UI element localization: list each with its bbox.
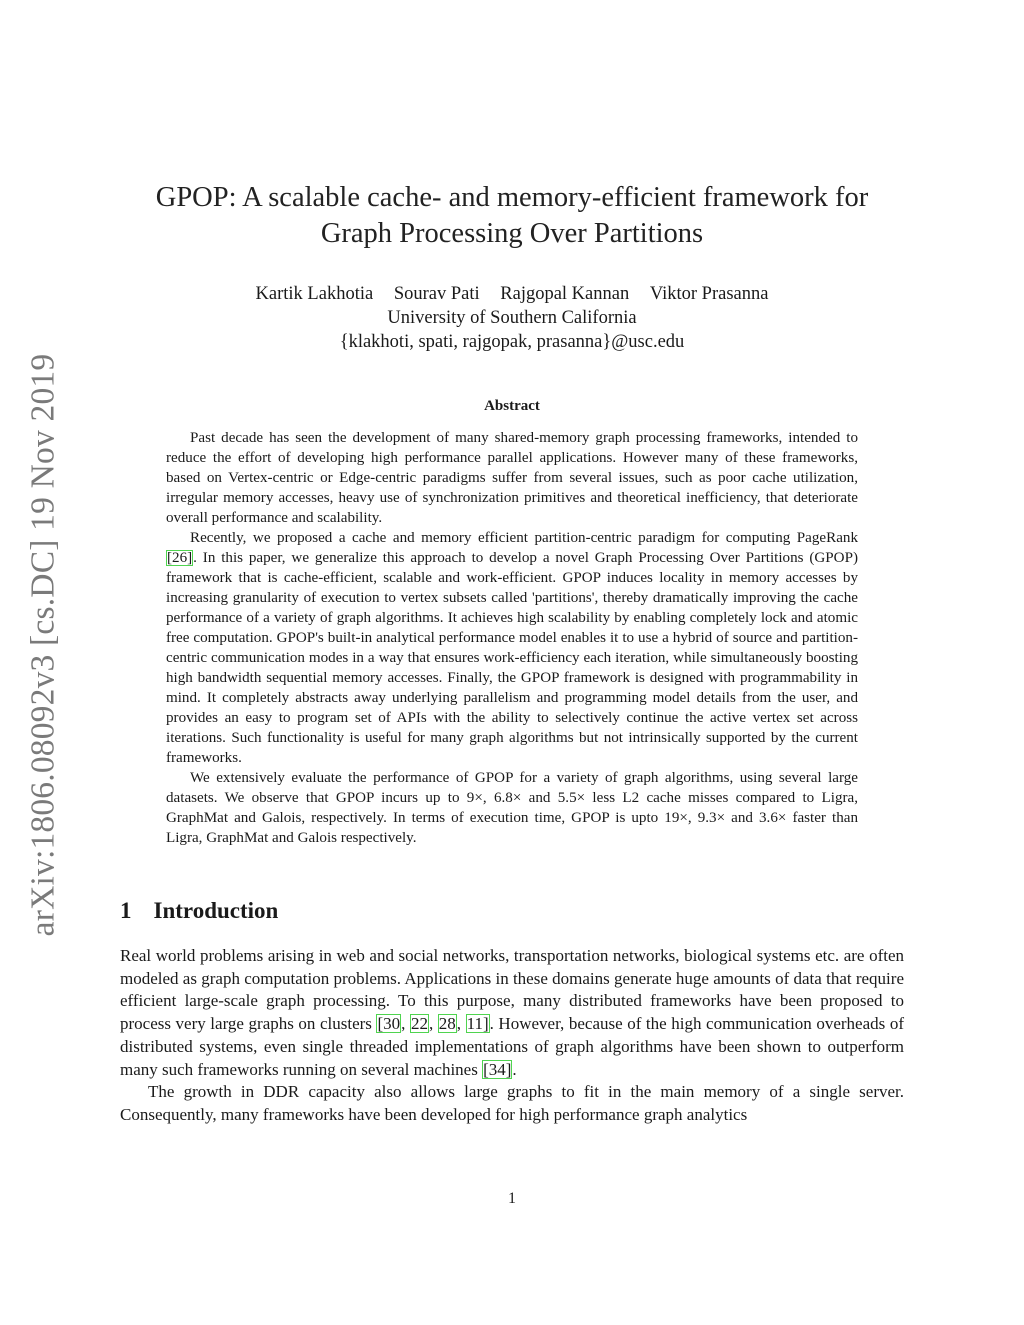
abstract-paragraph: We extensively evaluate the performance of GPOP for a variety of graph algorithms, using several large datasets. We observe that GPOP incurs up to 9×, 6.8× and 5.5× less L2 cache misses compared to Ligra, GraphMat and Galois, respectively. In terms of execution time, GPOP is upto 19×, 9.3× and 3.6× faster than Ligra, GraphMat and Galois respectively.	[166, 770, 858, 846]
author-block	[100, 282, 924, 354]
citation-link[interactable]: 28	[438, 1014, 456, 1034]
arxiv-identifier: arXiv:1806.08092v3 [cs.DC] 19 Nov 2019	[24, 353, 62, 937]
author-name: Sourav Pati	[393, 284, 480, 304]
section-title: Introduction	[153, 898, 279, 923]
introduction-body	[120, 945, 904, 1127]
arxiv-stamp	[22, 345, 64, 945]
body-text: . However, because of the high communication overheads of distributed systems, even single threaded implementations of graph algorithms have been shown to outperform many such frameworks running on several machines	[120, 1014, 904, 1079]
section-number: 1	[120, 898, 132, 923]
abstract-text: Recently, we proposed a cache and memory efficient partition-centric paradigm for computing PageRank	[190, 530, 858, 546]
author-emails: {klakhoti, spati, rajgopak, prasanna}@usc.edu	[339, 332, 685, 352]
abstract-paragraph	[166, 528, 858, 768]
citation-link[interactable]: [34]	[483, 1059, 512, 1079]
title-line-1: GPOP: A scalable cache- and memory-efficient framework for	[155, 182, 869, 213]
page-number: 1	[508, 1190, 516, 1207]
title-line-2: Graph Processing Over Partitions	[320, 218, 704, 249]
author-name: Rajgopal Kannan	[500, 284, 630, 304]
citation-link[interactable]: 22	[410, 1014, 428, 1034]
abstract-paragraph: Past decade has seen the development of many shared-memory graph processing frameworks, intended to reduce the effort of developing high performance parallel applications. However many of these frameworks, based on Vertex-centric or Edge-centric paradigms suffer from several issues, such as poor cache utilization, irregular memory accesses, heavy use of synchronization primitives and theoretical inefficiency, that deteriorate overall performance and scalability.	[166, 430, 858, 526]
citation-link[interactable]: [30	[377, 1014, 401, 1034]
author-name: Kartik Lakhotia	[255, 284, 374, 304]
abstract-text: . In this paper, we generalize this approach to develop a novel Graph Processing Over Partitions (GPOP) framework that is cache-efficient, scalable and work-efficient. GPOP induces locality in memory accesses by increasing granularity of execution to vertex subsets called 'partitions', thereby dramatically improving the cache performance of a variety of graph algorithms. It achieves high scalability by enabling completely lock and atomic free computation. GPOP's built-in analytical performance model enables it to use a hybrid of source and partition-centric communication modes in a way that ensures work-efficiency each iteration, while simultaneously boosting high bandwidth sequential memory accesses. Finally, the GPOP framework is designed with programmability in mind. It completely abstracts away underlying parallelism and programming model details from the user, and provides an easy to program set of APIs with the ability to selectively continue the active vertex set across iterations. Such functionality is useful for many graph algorithms but not intrinsically supported by the current frameworks.	[166, 550, 858, 766]
abstract-body	[166, 428, 858, 848]
body-text: .	[512, 1059, 517, 1079]
citation-link[interactable]: [26]	[167, 550, 193, 566]
citation-link[interactable]: 11]	[466, 1014, 489, 1034]
abstract-heading: Abstract	[484, 398, 540, 414]
body-text: Real world problems arising in web and social networks, transportation networks, biological systems etc. are often modeled as graph computation problems. Applications in these domains generate huge amounts of data that require efficient large-scale graph processing. To this purpose, many distributed frameworks have been proposed to process very large graphs on clusters	[120, 946, 904, 1034]
paper-title	[100, 180, 924, 252]
body-paragraph: Real world problems arising in web and social networks, transportation networks, biological systems etc. are often modeled as graph computation problems. Applications in these domains generate huge amounts of data that require efficient large-scale graph processing. To this purpose, many distributed frameworks have been proposed to process very large graphs on clusters [30, 22, 28, 11]. However, because of the high communication overheads of distributed systems, even single threaded implementations of graph algorithms have been shown to outperform many such frameworks running on several machines [34].	[120, 946, 904, 1079]
body-paragraph: The growth in DDR capacity also allows large graphs to fit in the main memory of a single server. Consequently, many frameworks have been developed for high performance graph analytics	[120, 1082, 904, 1124]
section-heading	[120, 898, 278, 924]
affiliation: University of Southern California	[387, 308, 637, 328]
author-names	[100, 282, 924, 306]
author-name: Viktor Prasanna	[649, 284, 769, 304]
